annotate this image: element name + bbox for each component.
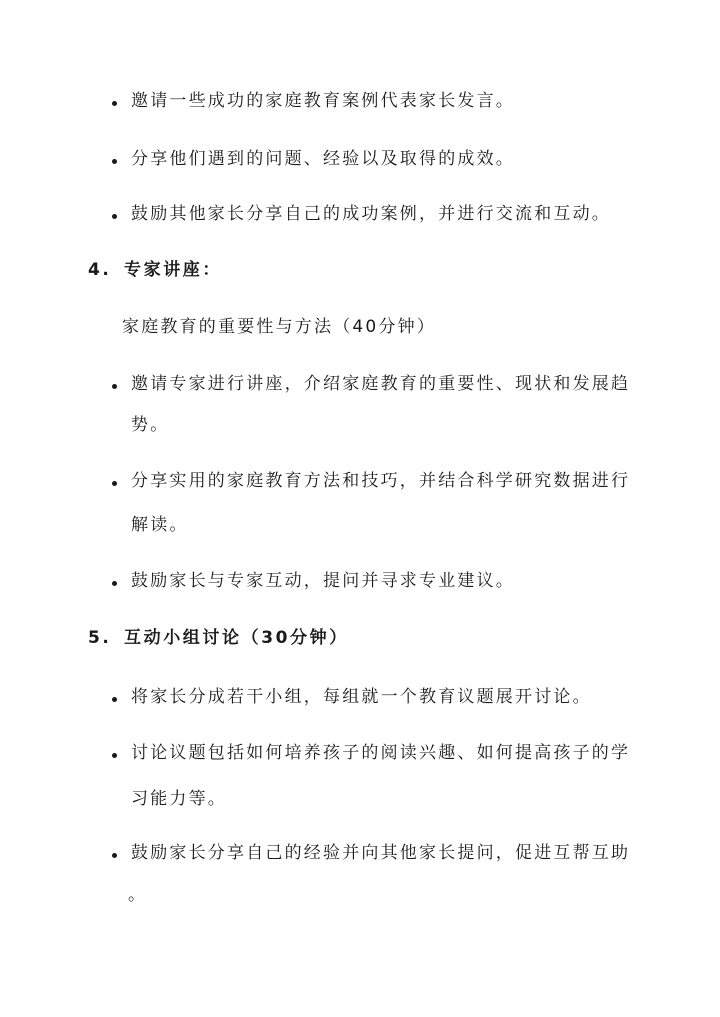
section-heading (88, 627, 349, 649)
bullet-text-continued: 势。 (131, 415, 170, 435)
bullet-dot (112, 581, 117, 586)
section-title: 专家讲座： (124, 260, 222, 280)
bullet-text-continued: 解读。 (131, 515, 189, 535)
bullet-text: 邀请专家进行讲座，介绍家庭教育的重要性、现状和发展趋 (131, 374, 631, 394)
bullet-text-continued: 。 (128, 885, 148, 905)
section-number: 4. (88, 260, 112, 280)
bullet-dot (112, 214, 117, 219)
section-title: 互动小组讨论（30分钟） (124, 628, 349, 648)
bullet-dot (112, 697, 117, 702)
bullet-dot (112, 481, 117, 486)
section-heading (88, 259, 222, 281)
bullet-text: 分享他们遇到的问题、经验以及取得的成效。 (131, 149, 515, 169)
bullet-dot (112, 753, 117, 758)
bullet-text-continued: 习能力等。 (131, 789, 227, 809)
bullet-text: 邀请一些成功的家庭教育案例代表家长发言。 (131, 91, 515, 111)
bullet-text: 鼓励家长与专家互动，提问并寻求专业建议。 (131, 571, 515, 591)
bullet-text: 将家长分成若干小组，每组就一个教育议题展开讨论。 (131, 687, 592, 707)
bullet-text: 鼓励家长分享自己的经验并向其他家长提问，促进互帮互助 (131, 843, 631, 863)
bullet-dot (112, 159, 117, 164)
bullet-dot (112, 853, 117, 858)
section-subtitle: 家庭教育的重要性与方法（40分钟） (122, 317, 437, 337)
section-number: 5. (88, 628, 112, 648)
bullet-dot (112, 384, 117, 389)
bullet-text: 鼓励其他家长分享自己的成功案例，并进行交流和互动。 (131, 204, 611, 224)
bullet-text: 分享实用的家庭教育方法和技巧，并结合科学研究数据进行 (131, 471, 631, 491)
bullet-dot (112, 101, 117, 106)
bullet-text: 讨论议题包括如何培养孩子的阅读兴趣、如何提高孩子的学 (131, 743, 631, 763)
